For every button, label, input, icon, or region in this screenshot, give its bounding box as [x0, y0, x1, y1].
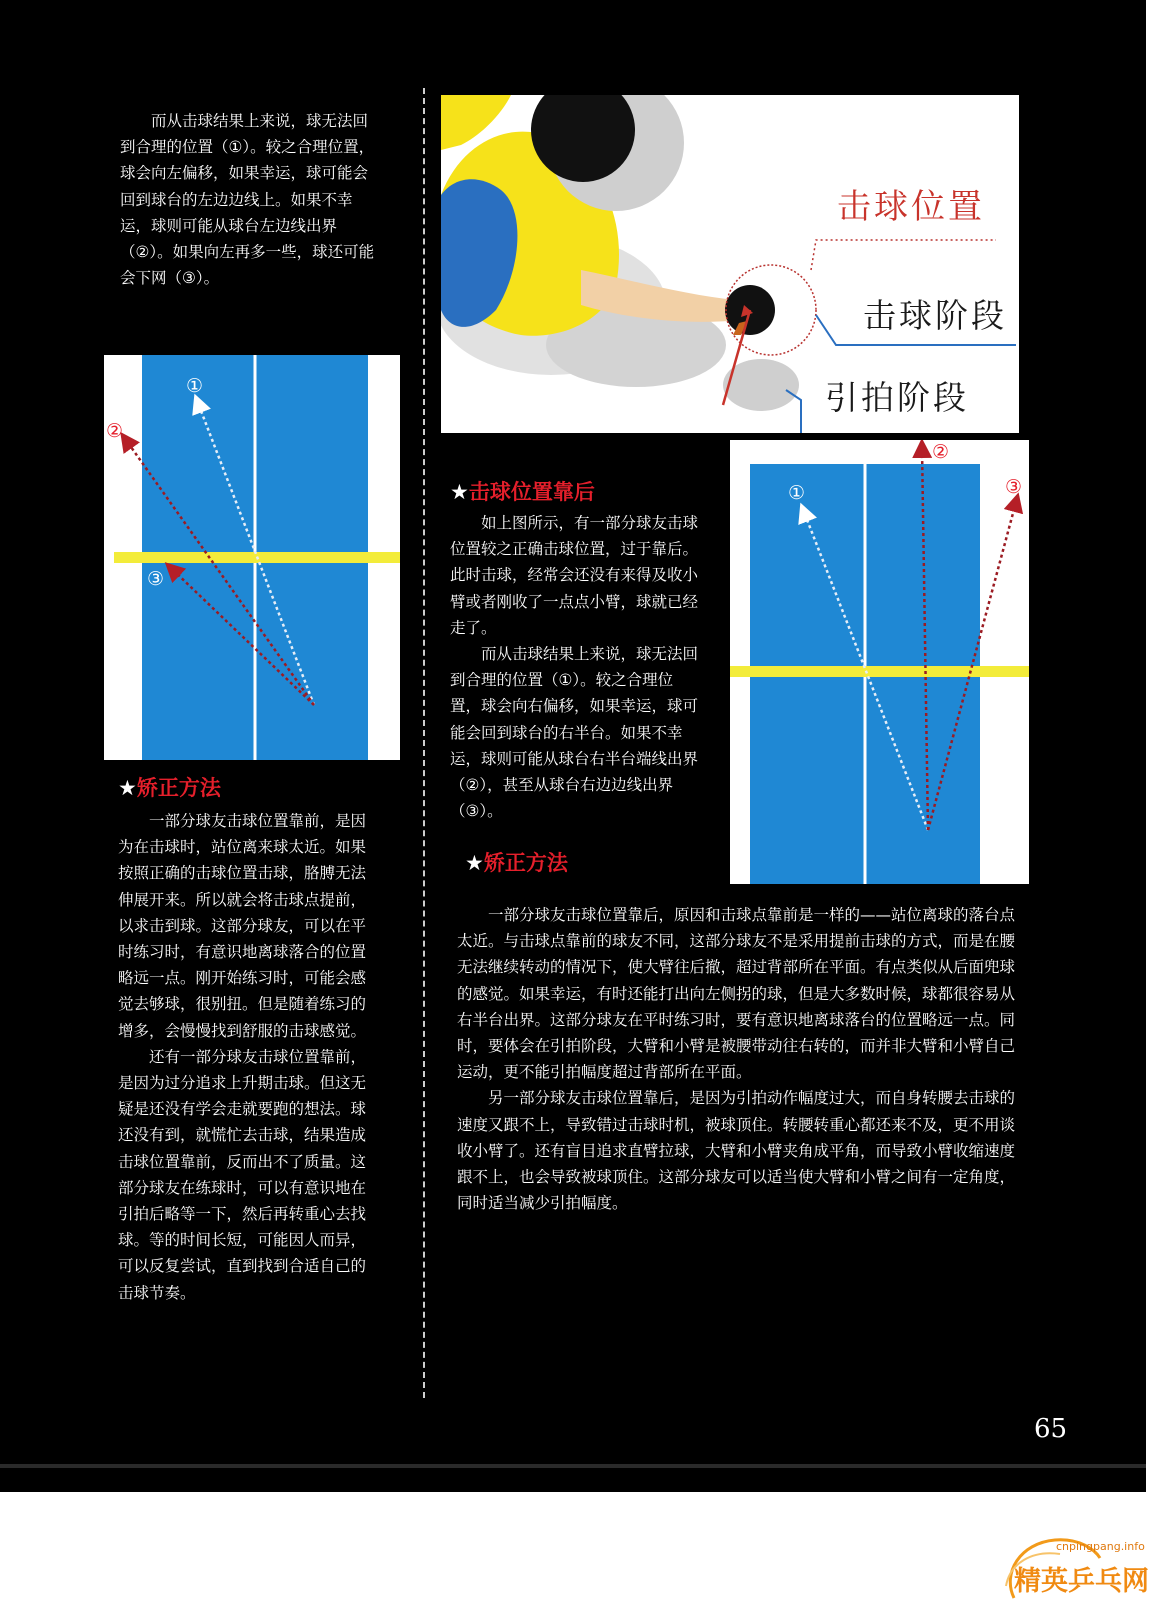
marker-1: ① — [788, 482, 806, 504]
middle-section-heading — [450, 478, 595, 506]
label-position: 击球位置 — [837, 187, 985, 227]
marker-3: ③ — [147, 568, 165, 590]
bottom-paragraph: 一部分球友击球位置靠后，原因和击球点靠前是一样的——站位离球的落台点太近。与击球点靠前的球友不同，这部分球友不是采用提前击球的方式，而是在腰无法继续转动的情况下，使大臂往后撤，超过背部所在平面。有点类似从后面兜球的感觉。如果幸运，有时还能打出向左侧拐的球，但是大多数时候，球都很容易从右半台出界。这部分球友在平时练习时，要有意识地离球落台的位置略远一点。同时，要体会在引拍阶段，大臂和小臂是被腰带动往右转的，而并非大臂和小臂自己运动，更不能引拍幅度超过背部所在平面。 — [457, 906, 1016, 1082]
middle-paragraph: 如上图所示，有一部分球友击球位置较之正确击球位置，过于靠后。此时击球，经常会还没有来得及收小臂或者刚收了一点点小臂，球就已经走了。 — [450, 514, 699, 637]
net — [730, 666, 1029, 677]
left-paragraph: 还有一部分球友击球位置靠前，是因为过分追求上升期击球。但这无疑是还没有学会走就要跑的想法。球还没有到，就慌忙去击球，结果造成击球位置靠前，反而出不了质量。这部分球友在练球时，可以有意识地在引拍后略等一下，然后再转重心去找球。等的时间长短，可能因人而异，可以反复尝试，直到找到合适自己的击球节奏。 — [118, 1047, 367, 1302]
page-edge — [1146, 0, 1164, 1492]
marker-2: ② — [106, 420, 124, 442]
left-intro-text — [120, 108, 378, 291]
label-backswing: 引拍阶段 — [825, 378, 969, 417]
left-paragraph: 一部分球友击球位置靠前，是因为在击球时，站位离来球太近。如果按照正确的击球位置击球，胳膊无法伸展开来。所以就会将击球点提前，以求击到球。这部分球友，可以在平时练习时，有意识地离球落合的位置略远一点。刚开始练习时，可能会感觉去够球，很别扭。但是随着练习的增多，会慢慢找到舒服的击球感觉。 — [118, 812, 367, 1040]
left-table-diagram — [104, 355, 400, 760]
label-hit-phase: 击球阶段 — [863, 296, 1007, 335]
logo-brand-text: 精英乒乓网 — [1014, 1566, 1149, 1597]
star-icon: ★ — [450, 480, 469, 504]
left-intro-paragraph: 而从击球结果上来说，球无法回到合理的位置（①）。较之合理位置，球会向左偏移，如果幸运，球可能会回到球台的左边边线上。如果不幸运，球则可能从球台左边线出界（②）。如果向左再多一些，球还可能会下网（③）。 — [120, 112, 375, 288]
page-number: 65 — [1034, 1414, 1068, 1444]
star-icon: ★ — [118, 776, 137, 800]
column-divider — [423, 88, 425, 1398]
marker-1: ① — [186, 375, 204, 397]
marker-3: ③ — [1005, 476, 1023, 498]
bottom-paragraph: 另一部分球友击球位置靠后，是因为引拍动作幅度过大，而自身转腰去击球的速度又跟不上，导致错过击球时机，被球顶住。转腰转重心都还来不及，更不用谈收小臂了。还有盲目追求直臂拉球，大臂和小臂夹角成平角，而导致小臂收缩速度跟不上，也会导致被球顶住。这部分球友可以适当使大臂和小臂之间有一定角度，同时适当减少引拍幅度。 — [457, 1089, 1016, 1213]
middle-paragraph: 而从击球结果上来说，球无法回到合理的位置（①）。较之合理位置，球会向右偏移，如果幸运，球可能会回到球台的右半台。如果不幸运，球则可能从球台右半台端线出界（②），甚至从球台右边边线出界（③）。 — [450, 645, 699, 821]
right-table-diagram — [730, 440, 1029, 884]
player-illustration — [441, 95, 1019, 433]
bottom-stripe — [0, 1464, 1146, 1468]
middle-section-title: 击球位置靠后 — [468, 480, 595, 504]
watermark-logo — [1000, 1528, 1162, 1606]
middle-section-title-2: 矫正方法 — [483, 851, 568, 875]
left-section-heading — [118, 774, 221, 802]
middle-section-heading-2 — [465, 849, 568, 877]
bottom-body-text — [457, 902, 1020, 1216]
logo-site-text: cnpingpang.info — [1056, 1540, 1145, 1553]
left-section-title: 矫正方法 — [136, 776, 221, 800]
middle-body-text — [450, 510, 700, 824]
marker-2: ② — [932, 441, 950, 463]
star-icon: ★ — [465, 851, 484, 875]
left-body-text — [118, 808, 378, 1306]
